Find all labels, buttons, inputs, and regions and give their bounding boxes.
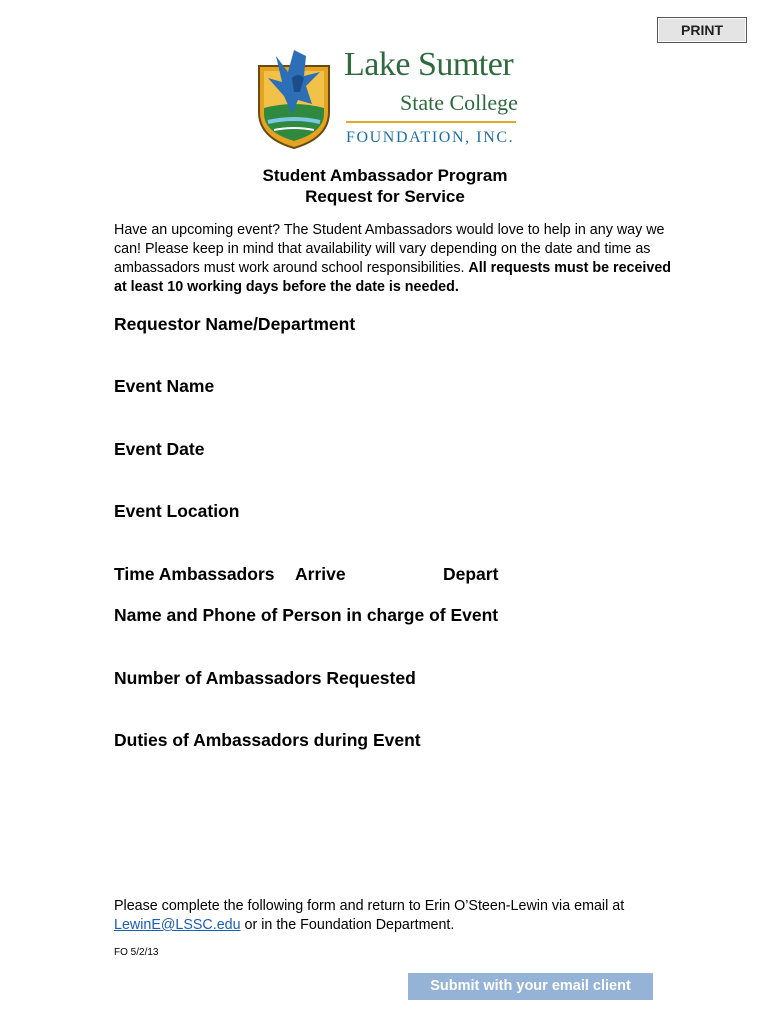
- logo-wordmark-line2: State College: [400, 90, 518, 115]
- page-title: Student Ambassador Program: [262, 166, 508, 185]
- ambassador-count-label: Number of Ambassadors Requested: [114, 668, 416, 688]
- submit-email-button[interactable]: Submit with your email client: [408, 973, 653, 1000]
- return-instructions-tail: or in the Foundation Department.: [240, 917, 455, 933]
- print-button[interactable]: PRINT: [657, 17, 747, 43]
- contact-person-label: Name and Phone of Person in charge of Event: [114, 605, 499, 625]
- requestor-label: Requestor Name/Department: [114, 314, 356, 334]
- eagle-crest-icon: [254, 42, 334, 150]
- intro-paragraph: [114, 221, 674, 297]
- logo-wordmark-line3: FOUNDATION, INC.: [346, 129, 515, 146]
- college-logo: [254, 42, 524, 152]
- duties-label: Duties of Ambassadors during Event: [114, 730, 421, 750]
- page-subtitle: Request for Service: [305, 187, 465, 206]
- email-link[interactable]: LewinE@LSSC.edu: [114, 917, 241, 933]
- arrive-label: Arrive: [295, 564, 346, 584]
- logo-wordmark-line1: Lake Sumter: [344, 46, 514, 83]
- return-instructions: [114, 897, 674, 935]
- intro-deadline-note: All requests must be received at least 10 working days before the date is needed.: [114, 260, 672, 295]
- intro-text: Have an upcoming event? The Student Ambassadors would love to help in any way we can! Please keep in mind that availability will vary depending on the date and time as ambassadors must work around school responsibilities.: [114, 222, 665, 276]
- form-code: FO 5/2/13: [114, 947, 159, 958]
- return-instructions-text: Please complete the following form and return to Erin O’Steen-Lewin via email at: [114, 898, 625, 914]
- time-ambassadors-label: Time Ambassadors: [114, 564, 275, 584]
- logo-divider: [346, 121, 516, 123]
- event-name-label: Event Name: [114, 376, 215, 396]
- event-location-label: Event Location: [114, 501, 240, 521]
- depart-label: Depart: [443, 564, 499, 584]
- event-date-label: Event Date: [114, 439, 205, 459]
